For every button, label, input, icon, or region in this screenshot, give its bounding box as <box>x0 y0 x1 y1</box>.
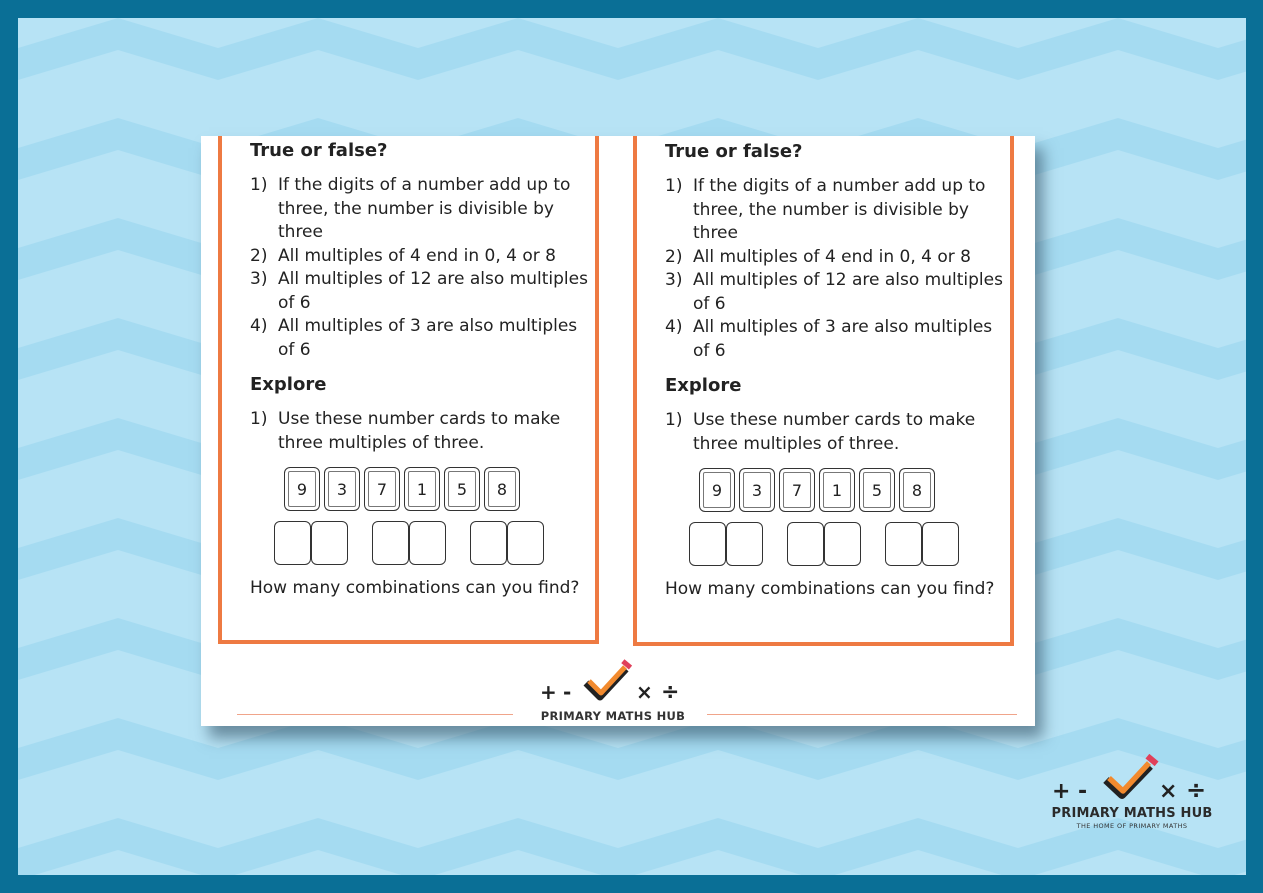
number-card: 8 <box>899 468 935 512</box>
svg-text:+: + <box>540 680 557 704</box>
answer-box[interactable] <box>689 522 726 566</box>
statement-item: 3) All multiples of 12 are also multiples of 6 <box>665 270 1003 314</box>
answer-pair <box>885 522 959 566</box>
statement-item: 2) All multiples of 4 end in 0, 4 or 8 <box>250 245 556 266</box>
primary-maths-hub-logo-small <box>528 659 698 723</box>
statement-item: 4) All multiples of 3 are also multiples of 6 <box>665 317 993 361</box>
explore-item: 1) Use these number cards to make three multiples of three. <box>665 410 976 454</box>
number-card: 8 <box>484 467 520 511</box>
worksheet-page <box>201 136 1035 726</box>
answer-box[interactable] <box>311 521 348 565</box>
explore-heading: Explore <box>665 375 742 396</box>
primary-maths-hub-logo <box>1046 754 1218 830</box>
footer-divider-left <box>237 714 513 715</box>
number-card: 9 <box>284 467 320 511</box>
answer-box[interactable] <box>824 522 861 566</box>
brand-name: PRIMARY MATHS HUB <box>1051 806 1213 821</box>
explore-heading: Explore <box>250 374 327 395</box>
footer-divider-right <box>707 714 1017 715</box>
explore-list <box>250 408 590 455</box>
explore-list <box>665 409 1005 456</box>
statement-item: 1) If the digits of a number add up to three, the number is divisible by three <box>665 176 986 243</box>
number-card: 1 <box>819 468 855 512</box>
number-card: 3 <box>739 468 775 512</box>
number-card: 7 <box>779 468 815 512</box>
brand-tagline: THE HOME OF PRIMARY MATHS <box>1076 822 1188 830</box>
svg-text:×: × <box>1159 779 1178 804</box>
answer-box[interactable] <box>409 521 446 565</box>
number-card: 1 <box>404 467 440 511</box>
activity-card-right <box>633 136 1014 646</box>
number-card: 5 <box>859 468 895 512</box>
number-card: 5 <box>444 467 480 511</box>
maths-symbols-icon <box>1046 754 1218 804</box>
statement-item: 2) All multiples of 4 end in 0, 4 or 8 <box>665 246 971 267</box>
answer-box[interactable] <box>274 521 311 565</box>
answer-box[interactable] <box>372 521 409 565</box>
number-cards-row <box>699 468 1005 512</box>
answer-boxes-row <box>274 521 590 565</box>
answer-boxes-row <box>689 522 1005 566</box>
number-card: 9 <box>699 468 735 512</box>
answer-box[interactable] <box>470 521 507 565</box>
answer-box[interactable] <box>922 522 959 566</box>
svg-text:-: - <box>563 680 572 704</box>
number-cards-row <box>284 467 590 511</box>
answer-box[interactable] <box>787 522 824 566</box>
explore-item: 1) Use these number cards to make three multiples of three. <box>250 409 561 453</box>
true-false-heading: True or false? <box>665 141 803 162</box>
activity-card-left <box>218 136 599 644</box>
combinations-question: How many combinations can you find? <box>665 579 995 599</box>
answer-pair <box>787 522 861 566</box>
svg-text:×: × <box>636 680 653 704</box>
svg-text:+: + <box>1052 779 1071 804</box>
statement-item: 1) If the digits of a number add up to three, the number is divisible by three <box>250 175 571 242</box>
brand-name: PRIMARY MATHS HUB <box>540 709 686 723</box>
statements-list <box>250 174 590 362</box>
answer-pair <box>372 521 446 565</box>
answer-box[interactable] <box>726 522 763 566</box>
statements-list <box>665 175 1005 363</box>
svg-text:÷: ÷ <box>661 680 680 705</box>
answer-pair <box>470 521 544 565</box>
true-false-heading: True or false? <box>250 140 388 161</box>
answer-pair <box>689 522 763 566</box>
number-card: 3 <box>324 467 360 511</box>
statement-item: 3) All multiples of 12 are also multiples of 6 <box>250 269 588 313</box>
answer-pair <box>274 521 348 565</box>
statement-item: 4) All multiples of 3 are also multiples of 6 <box>250 316 578 360</box>
svg-text:-: - <box>1078 779 1088 804</box>
maths-symbols-icon <box>528 659 698 707</box>
combinations-question: How many combinations can you find? <box>250 578 580 598</box>
svg-text:÷: ÷ <box>1186 776 1207 804</box>
answer-box[interactable] <box>885 522 922 566</box>
answer-box[interactable] <box>507 521 544 565</box>
number-card: 7 <box>364 467 400 511</box>
